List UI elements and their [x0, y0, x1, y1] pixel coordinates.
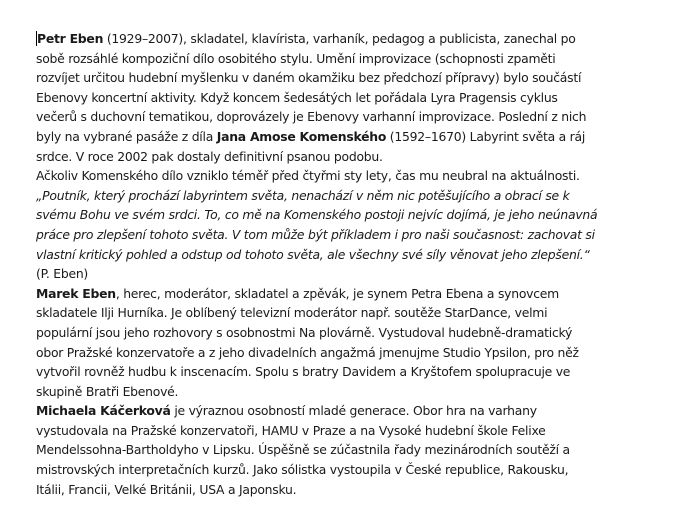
text-line	[36, 127, 674, 147]
text-run: je výraznou osobností mladé generace. Obor hra na varhany	[170, 403, 537, 419]
text-line: skladatele Ilji Hurníka. Je oblíbený televizní moderátor např. soutěže StarDance, velmi	[36, 305, 548, 321]
text-line: Itálii, Francii, Velké Británii, USA a Japonsku.	[36, 481, 297, 497]
text-line: vystudovala na Pražské konzervatoři, HAMU v Praze a na Vysoké hudební škole Felixe	[36, 422, 546, 438]
person-name-marek-eben: Marek Eben	[36, 285, 116, 301]
person-name-petr-eben: Petr Eben	[37, 31, 104, 46]
text-run: byly na vybrané pasáže z díla	[36, 128, 217, 144]
text-line: skupině Bratři Ebenové.	[36, 383, 179, 399]
quote-line: vlastní kritický pohled a odstup od tohoto světa, ale všechny své síly věnovat jeho zlepšení.“	[36, 246, 590, 262]
text-line: sobě rozsáhlé kompoziční dílo osobitého stylu. Umění improvizace (schopnosti zpaměti	[36, 50, 556, 66]
person-name-michaela-kacerkova: Michaela Káčerková	[36, 403, 171, 419]
document-body[interactable]	[36, 29, 674, 499]
text-run: , herec, moderátor, skladatel a zpěvák, je synem Petra Ebena a synovcem	[115, 285, 559, 301]
text-line: Ačkoliv Komenského dílo vzniklo téměř před čtyřmi sty lety, čas mu neubral na aktuálnosti.	[36, 168, 580, 184]
text-line: Mendelssohna-Bartholdyho v Lipsku. Úspěšně se zúčastnila řady mezinárodních soutěží a	[36, 442, 570, 458]
text-run: (1929–2007), skladatel, klavírista, varhaník, pedagog a publicista, zanechal po	[103, 31, 576, 46]
text-run: (1592–1670) Labyrint světa a ráj	[386, 128, 586, 144]
text-line: večerů s duchovní tematikou, doprovázely je Ebenovy varhanní improvizace. Poslední z nich	[36, 109, 587, 125]
quote-line: „Poutník, který prochází labyrintem světa, nenachází v něm nic potěšujícího a obrací se k	[36, 187, 570, 203]
text-line: mistrovských interpretačních kurzů. Jako sólistka vystoupila v České republice, Rakousku,	[36, 462, 569, 478]
quote-line: práce pro zlepšení tohoto světa. V tom může být příkladem i pro naši současnost: zachovat si	[36, 226, 595, 242]
quote-line: svému Bohu ve svém srdci. To, co mě na Komenského postoji nejvíc dojímá, je jeho neúnavná	[36, 207, 598, 223]
quote-attribution: (P. Eben)	[36, 266, 89, 282]
text-line: obor Pražské konzervatoře a z jeho divadelních angažmá jmenujme Studio Ypsilon, pro něž	[36, 344, 579, 360]
text-line: srdce. V roce 2002 pak dostaly definitivní psanou podobu.	[36, 148, 383, 164]
person-name-komensky: Jana Amose Komenského	[216, 128, 387, 144]
text-line: vytvořil rovněž hudbu k inscenacím. Spolu s bratry Davidem a Kryštofem spolupracuje ve	[36, 364, 571, 380]
text-line: populární jsou jeho rozhovory s osobnostmi Na plovárně. Vystudoval hudebně-dramatický	[36, 324, 573, 340]
text-line: Ebenovy koncertní aktivity. Když koncem šedesátých let pořádala Lyra Pragensis cyklus	[36, 89, 558, 105]
text-line: rozvíjet určitou hudební myšlenku v daném okamžiku bez předchozí přípravy) bylo součástí	[36, 70, 582, 86]
text-line	[36, 29, 674, 49]
text-line	[36, 284, 674, 304]
text-line	[36, 401, 674, 421]
